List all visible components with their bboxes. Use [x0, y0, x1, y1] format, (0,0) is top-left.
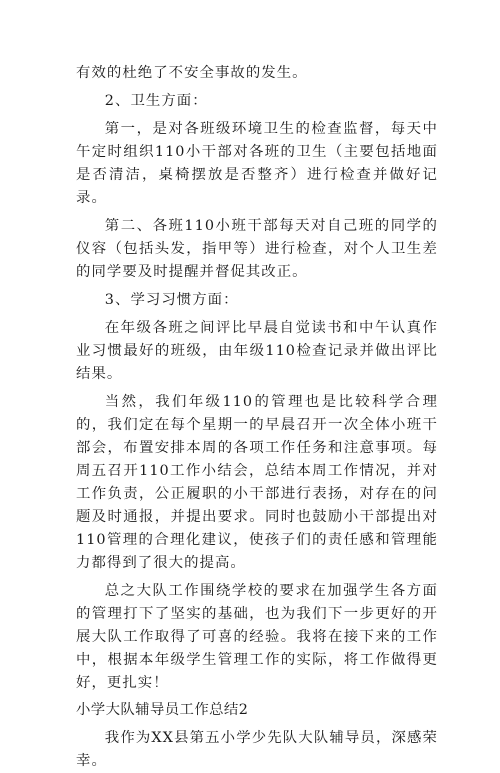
- paragraph-closing: 我作为XX县第五小学少先队大队辅导员，深感荣幸。: [76, 730, 438, 769]
- paragraph-conclusion: 总之大队工作围绕学校的要求在加强学生各方面的管理打下了坚实的基础，也为我们下一步更好的开展大队工作取得了可喜的经验。我将在接下来的工作中，根据本年级学生管理工作的实际，将工作做得更好，更扎实！: [76, 583, 438, 691]
- heading-study-habits: 3、学习习惯方面：: [104, 292, 239, 308]
- paragraph-management: 当然，我们年级110的管理也是比较科学合理的，我们定在每个星期一的早晨召开一次全体小班干部会，布置安排本周的各项工作任务和注意事项。每周五召开110工作小结会，总结本周工作情况，并对工作负责，公正履职的小干部进行表扬，对存在的问题及时通报，并提出要求。同时也鼓励小干部提出对110管理的合理化建议，使孩子们的责任感和管理能力都得到了很大的提高。: [76, 394, 438, 571]
- heading-hygiene: 2、卫生方面：: [104, 93, 208, 109]
- section-title: 小学大队辅导员工作总结2: [76, 702, 249, 718]
- paragraph-study-habits: 在年级各班之间评比早晨自觉读书和中午认真作业习惯最好的班级，由年级110检查记录并做出评比结果。: [76, 320, 438, 382]
- paragraph-hygiene-second: 第二、各班110小班干部每天对自己班的同学的仪容（包括头发，指甲等）进行检查，对个人卫生差的同学要及时提醒并督促其改正。: [76, 218, 438, 280]
- document-body: [76, 62, 438, 773]
- paragraph-continuation: 有效的杜绝了不安全事故的发生。: [76, 65, 308, 81]
- paragraph-hygiene-first: 第一，是对各班级环境卫生的检查监督，每天中午定时组织110小干部对各班的卫生（主要包括地面是否清洁，桌椅摆放是否整齐）进行检查并做好记录。: [76, 121, 438, 206]
